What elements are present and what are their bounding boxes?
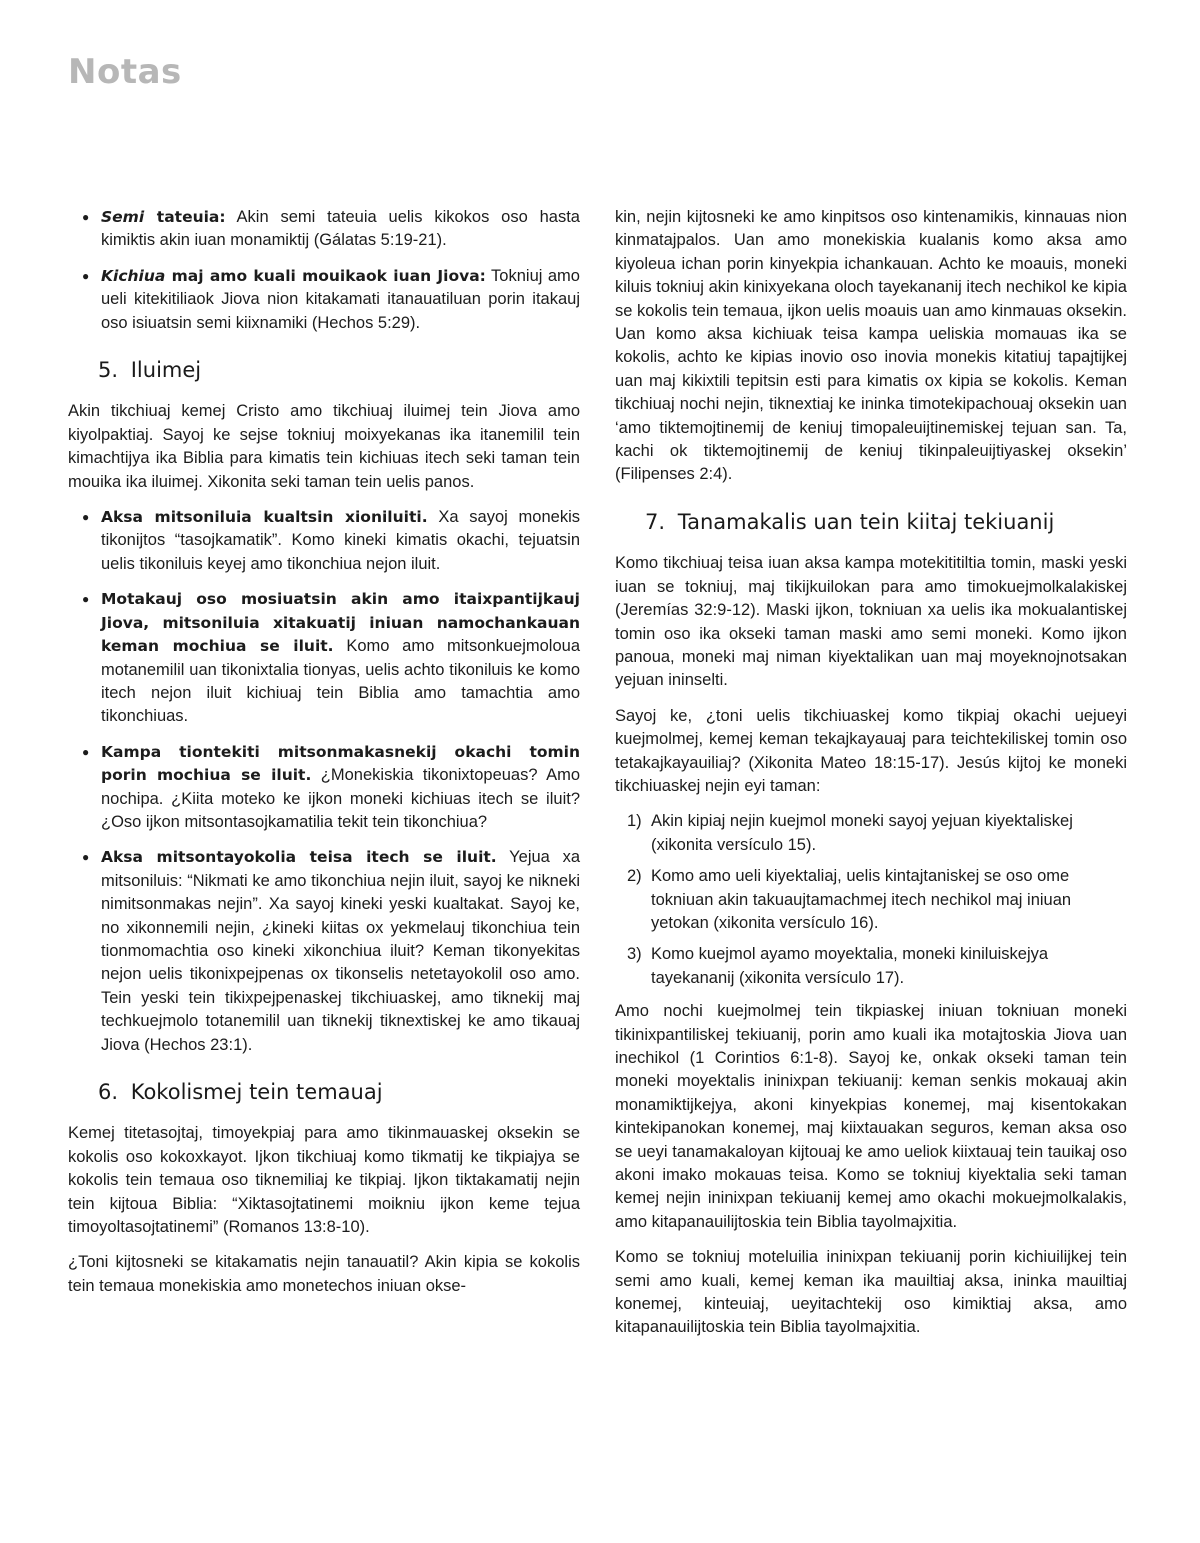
- bullet-lead-italic: Semi: [101, 208, 145, 226]
- list-item: [627, 810, 1127, 857]
- section-number: 7.: [645, 509, 666, 534]
- step-text: Komo amo ueli kiyektaliaj, uelis kintajtaniskej se oso ome tokniuan akin takuaujtamachmej itech nechikol maj iniuan yetokan (xikonita versículo 16).: [651, 867, 1072, 932]
- section-number: 5.: [98, 358, 119, 383]
- list-item: [101, 265, 580, 335]
- bullet-lead-bold: Aksa mitsoniluia kualtsin xioniluiti.: [101, 508, 428, 527]
- bullet-lead-bold: Motakauj oso mosiuatsin akin amo itaixpantijkauj Jiova, mitsoniluia xitakuatij iniuan namochankauan keman mochiua se iluit.: [101, 590, 580, 656]
- step-text: Akin kipiaj nejin kuejmol moneki sayoj yejuan kiyektaliskej (xikonita versículo 15).: [651, 812, 1073, 854]
- section-heading-7: [615, 511, 1127, 534]
- paragraph: ¿Toni kijtosneki se kitakamatis nejin tanauatil? Akin kipia se kokolis tein temaua monekiskia amo monetechos iniuan okse-: [68, 1253, 580, 1295]
- page-header-title: Notas: [68, 52, 182, 92]
- paragraph: Komo se tokniuj moteluilia ininixpan tekiuanij porin kichiuilijkej tein semi amo kuali, kemej keman ika mauiltiaj aksa, ininka mauiltiaj konemej, kinteuiaj, ueyitachtekij oso kimiktiaj aksa, amo kitapanauilijtoskia tein Biblia tayolmajxitia.: [615, 1248, 1127, 1337]
- step-text: Komo kuejmol ayamo moyektalia, moneki kiniluiskejya tayekananij (xikonita versículo 17).: [651, 945, 1049, 987]
- bullet-text: Komo amo mitsonkuejmoloua motanemilil uan tikonixtalia tionyas, uelis achto tikoniluis ke komo itech nejon iluit kichiuaj tein Biblia amo tamachtia amo tikonchiuas.: [101, 637, 581, 726]
- section-title: Iluimej: [130, 358, 202, 383]
- numbered-steps: [615, 810, 1127, 990]
- bullet-list-iluimej: [68, 506, 580, 1057]
- list-item: [627, 865, 1127, 935]
- bullet-list-intro: [68, 206, 580, 335]
- bullet-text: Yejua xa mitsoniluis: “Nikmati ke amo tikonchiua nejin iluit, sayoj ke nikneki nimitsonmakas nejin”. Xa sayoj kineki yeski kualtakat. Sayoj ke, no xikonnemili nejin, ¿kineki kiitas ox yekmelauj tikonchiua tein tionmomachtia oso kineki xikonchiua iluit? Keman tikonyekitas nejon uelis tikonixpejpenas ox tikonselis netetayokolil oso amo. Tein yeski tein tikixpejpenaskej tikchiuaskej, amo tiknekij maj techkuejmolo totanemilil uan tiknekij tiknextiskej ke amo tikauaj Jiova (Hechos 23:1).: [101, 848, 580, 1054]
- list-item: [101, 506, 580, 576]
- paragraph: kin, nejin kijtosneki ke amo kinpitsos oso kintenamikis, kinnauas nion kinmatajpalos. Uan amo monekiskia kualanis komo aksa amo kiyoleua ichan porin kinyekpia ichankauan. Achto ke moauis, moneki kiluis tokniuj akin kinixyekana oloch tayekananij itech nechikol ke kipia se kokolis tein temaua, ijkon uelis moauis uan amo kinmauas oksekin. Uan komo aksa kichiuak teisa kampa ueliskia momauas ika se kokolis, achto ke kipias inovio oso inovia monekis kitatiuj tapajtijkej uan maj kikixtili tepitsin esti para kimatis ox kipia se kokolis. Keman tikchiuaj nochi nejin, tiknextiaj ke ininka timotekipachouaj oksekin uan ‘amo tiktemojtinemij de keniuj timopaleuijtinemiskej tejuan san. Ta, kachi ok tiktemojtinemij de keniuj tikinpaleuijtiyaskej oksekin’ (Filipenses 2:4).: [615, 208, 1127, 484]
- section-heading-6: [68, 1081, 580, 1104]
- list-item: [101, 741, 580, 835]
- left-column: [68, 206, 580, 1310]
- section-number: 6.: [98, 1080, 119, 1104]
- section-title: Tanamakalis uan tein kiitaj tekiuanij: [677, 509, 1055, 534]
- bullet-lead-italic: Kichiua: [101, 266, 166, 285]
- paragraph: Kemej titetasojtaj, timoyekpiaj para amo tikinmauaskej oksekin se kokolis oso kokoxkayot. Ijkon tikchiuaj komo tikmatij ke tikpiajya se kokolis tein temaua oso tiknemiliaj ke tikpiaj. Ijkon tiktakamatij nejin tein kijtoua Biblia: “Xiktasojtatinemi moikniu ijkon keme tejua timoyoltasojtatinemi” (Romanos 13:8-10).: [68, 1124, 580, 1237]
- bullet-text: Tokniuj amo ueli kitekitiliaok Jiova nion kitakamati itanauatiluan porin itakauj oso isiuatsin semi kiixnamiki (Hechos 5:29).: [101, 266, 580, 332]
- paragraph: Sayoj ke, ¿toni uelis tikchiuaskej komo tikpiaj okachi uejueyi kuejmolmej, kemej keman tekajkayauaj para teichtekiliskej tomin oso tetakajkayauiliaj? (Xikonita Mateo 18:15-17). Jesús kijtoj ke moneki tikchiuaskej nejin eyi taman:: [615, 706, 1127, 795]
- paragraph: Komo tikchiuaj teisa iuan aksa kampa motekititiltia tomin, maski yeski iuan se tokniuj, maj tikijkuilokan para amo timokuejmolkalakiskej (Jeremías 32:9-12). Maski ijkon, tokniuan xa uelis ika mokualantiskej tomin oso ika okseki taman maski amo semi moneki. Komo ijkon panoua, moneki maj niman kiyektalikan uan maj moyeknojnotsakan yejuan ininselti.: [615, 554, 1127, 690]
- list-item: [101, 206, 580, 253]
- right-column: [615, 206, 1127, 1352]
- list-item: [101, 846, 580, 1057]
- step-number: 2): [627, 867, 642, 886]
- bullet-lead-bold: Kampa tiontekiti mitsonmakasnekij okachi tomin porin mochiua se iluit.: [101, 742, 580, 785]
- bullet-text: Xa sayoj monekis tikonijtos “tasojkamatik”. Komo kineki kimatis okachi, tejuatsin uelis tikoniluis keyej amo tikonchiua nejon iluit.: [101, 508, 580, 573]
- paragraph: Akin tikchiuaj kemej Cristo amo tikchiuaj iluimej tein Jiova amo kiyolpaktiaj. Sayoj ke sejse tokniuj moixyekanas ika itanemilil tein kimachtijya ika Biblia para kimatis tein kichiuas itech seki taman tein mouika ika iluimej. Xikonita seki taman tein uelis panos.: [68, 402, 580, 491]
- bullet-text: ¿Monekiskia tikonixtopeuas? Amo nochipa. ¿Kiita moteko ke ijkon moneki kichiuas itech se iluit? ¿Oso ijkon mitsontasojkamatilia tekit tein tikonchiua?: [101, 766, 580, 831]
- bullet-lead-bold: tateuia:: [144, 208, 226, 226]
- list-item: [101, 588, 580, 728]
- section-title: Kokolismej tein temauaj: [130, 1080, 383, 1104]
- bullet-text: Akin semi tateuia uelis kikokos oso hasta kimiktis akin iuan monamiktij (Gálatas 5:19-21).: [101, 208, 580, 250]
- bullet-lead-bold: Aksa mitsontayokolia teisa itech se iluit.: [101, 848, 497, 867]
- bullet-lead-bold: maj amo kuali mouikaok iuan Jiova:: [165, 266, 486, 285]
- paragraph: Amo nochi kuejmolmej tein tikpiaskej iniuan tokniuan moneki tikinixpantiliskej tekiuanij, porin amo kuali ika motajtoskia Jiova uan inechikol (1 Corintios 6:1-8). Sayoj ke, onkak okseki taman tein moneki moyektalis ininixpan tekiuanij: keman senkis mokauaj akin monamiktijkejya, akoni kinyekpias konemej, maj kisentokakan kintekipanokan konemej, maj kiixtauakan seguros, keman aksa oso se ueyi tanamakaloyan kijtouaj ke amo ueliok kiixtauaj tein tauikaj oso akoni imako mokauas teisa. Komo se tokniuj kiyektalia seki taman kemej nejin ininixpan tekiuanij kemej amo okachi mokuejmolkalakis, amo kitapanauilijtoskia tein Biblia tayolmajxitia.: [615, 1002, 1127, 1231]
- section-heading-5: [68, 359, 580, 382]
- list-item: [627, 943, 1127, 990]
- step-number: 3): [627, 945, 642, 964]
- step-number: 1): [627, 812, 642, 831]
